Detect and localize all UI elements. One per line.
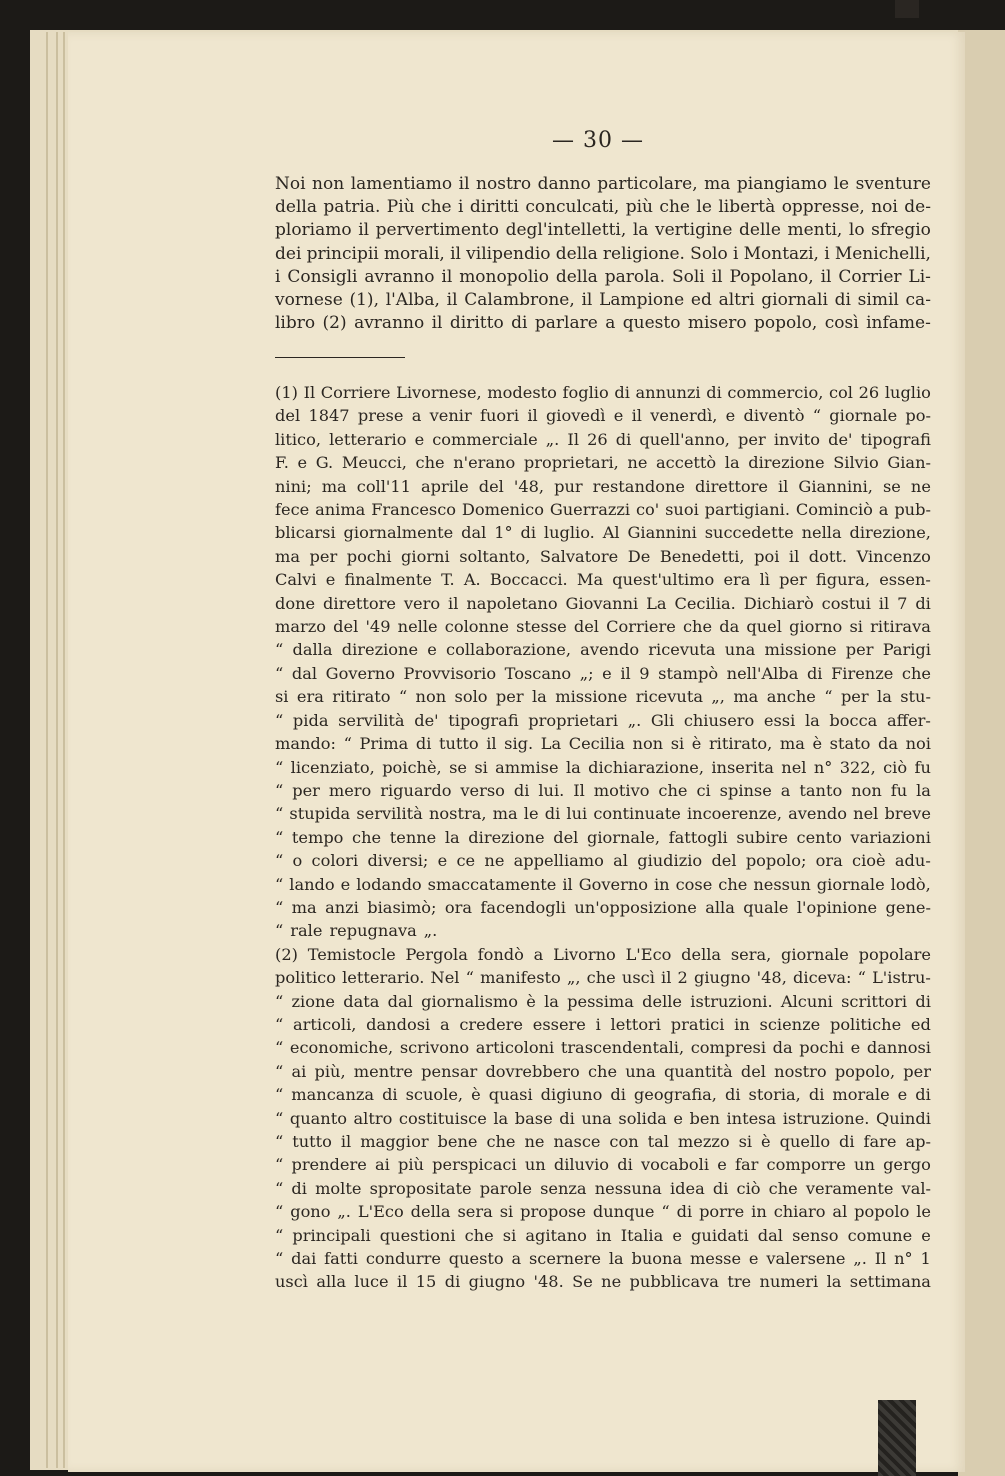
text-line: Calvi e finalmente T. A. Boccacci. Ma quest'ultimo era lì per figura, essen- [275,570,931,590]
text-line: “ principali questioni che si agitano in Italia e guidati dal senso comune e [275,1225,931,1245]
text-line: (2) Temistocle Pergola fondò a Livorno L'Eco della sera, giornale popolare [275,944,931,964]
text-line: “ rale repugnava „. [275,921,438,941]
text-line: “ economiche, scrivono articoloni trascendentali, compresi da pochi e dannosi [275,1038,931,1058]
text-line: “ gono „. L'Eco della sera si propose dunque “ di porre in chiaro al popolo le [275,1202,931,1222]
text-line: “ o colori diversi; e ce ne appelliamo al giudizio del popolo; ora cioè adu- [275,851,931,871]
text-line: “ mancanza di scuole, è quasi digiuno di geografia, di storia, di morale e di [275,1085,931,1105]
text-line: libro (2) avranno il diritto di parlare a questo misero popolo, così infame- [275,313,931,334]
text-line: “ dai fatti condurre questo a scernere la buona messe e valersene „. Il n° 1 [275,1249,931,1269]
text-line: politico letterario. Nel “ manifesto „, che uscì il 2 giugno '48, diceva: “ L'istru- [275,968,931,988]
text-line: ma per pochi giorni soltanto, Salvatore De Benedetti, poi il dott. Vincenzo [275,546,931,566]
page-edge [56,32,58,1468]
text-line: “ pida servilità de' tipografi proprietari „. Gli chiusero essi la bocca affer- [275,710,931,730]
bookmark-ribbon [878,1400,916,1476]
text-line: “ zione data dal giornalismo è la pessima delle istruzioni. Alcuni scrittori di [275,991,931,1011]
text-line: blicarsi giornalmente dal 1° di luglio. Al Giannini succedette nella direzione, [275,523,931,543]
text-line: litico, letterario e commerciale „. Il 26 di quell'anno, per invito de' tipografi [275,429,931,449]
text-line: si era ritirato “ non solo per la missione ricevuta „, ma anche “ per la stu- [275,687,931,707]
text-line: marzo del '49 nelle colonne stesse del Corriere che da quel giorno si ritirava [275,617,931,637]
text-line: “ di molte spropositate parole senza nessuna idea di ciò che veramente val- [275,1178,931,1198]
text-line: Noi non lamentiamo il nostro danno particolare, ma piangiamo le sventure [275,174,931,194]
text-line: F. e G. Meucci, che n'erano proprietari, ne accettò la direzione Silvio Gian- [275,453,931,473]
footnotes [275,381,931,1294]
page-edge [46,32,48,1468]
text-line: “ stupida servilità nostra, ma le di lui continuate incoerenze, avendo nel breve [275,804,931,824]
text-line: fece anima Francesco Domenico Guerrazzi co' suoi partigiani. Cominciò a pub- [275,500,931,520]
footnote-rule [275,357,405,358]
text-line: done direttore vero il napoletano Giovanni La Cecilia. Dichiarò costui il 7 di [275,593,931,613]
text-line: “ tempo che tenne la direzione del giornale, fattogli subire cento variazioni [275,827,931,847]
page-number: — 30 — [552,128,644,153]
text-line: “ articoli, dandosi a credere essere i lettori pratici in scienze politiche ed [275,1014,931,1034]
page-edge [63,32,65,1468]
book-edge [958,30,1005,1476]
text-line: dei principii morali, il vilipendio della religione. Solo i Montazi, i Menichelli, [275,243,931,264]
text-line: “ per mero riguardo verso di lui. Il motivo che ci spinse a tanto non fu la [275,780,931,800]
text-line: “ prendere ai più perspicaci un diluvio di vocaboli e far comporre un gergo [275,1155,931,1175]
text-line: “ quanto altro costituisce la base di una solida e ben intesa istruzione. Quindi [275,1108,931,1128]
text-line: i Consigli avranno il monopolio della parola. Soli il Popolano, il Corrier Li- [275,266,931,287]
body-paragraph [275,173,931,335]
text-line: (1) Il Corriere Livornese, modesto foglio di annunzi di commercio, col 26 luglio [275,383,931,402]
footnote-2 [275,943,931,1294]
text-line: “ tutto il maggior bene che ne nasce con tal mezzo si è quello di fare ap- [275,1132,931,1151]
text-line: “ lando e lodando smaccatamente il Governo in cose che nessun giornale lodò, [275,874,931,894]
text-line: “ dal Governo Provvisorio Toscano „; e il 9 stampò nell'Alba di Firenze che [275,663,931,683]
text-line: del 1847 prese a venir fuori il giovedì e il venerdì, e diventò “ giornale po- [275,406,931,426]
text-line: mando: “ Prima di tutto il sig. La Cecilia non si è ritirato, ma è stato da noi [275,734,931,754]
text-line: nini; ma coll'11 aprile del '48, pur restandone direttore il Giannini, se ne [275,476,931,496]
text-line: uscì alla luce il 15 di giugno '48. Se ne pubblicava tre numeri la settimana [275,1272,931,1292]
text-line: “ licenziato, poichè, se si ammise la dichiarazione, inserita nel n° 322, ciò fu [275,757,931,777]
text-line: “ ma anzi biasimò; ora facendogli un'opposizione alla quale l'opinione gene- [275,897,931,917]
text-line: vornese (1), l'Alba, il Calambrone, il Lampione ed altri giornali di simil ca- [275,290,931,311]
text-line: “ ai più, mentre pensar dovrebbero che una quantità del nostro popolo, per [275,1061,931,1081]
footnote-1 [275,381,931,943]
text-line: ploriamo il pervertimento degl'intelletti, la vertigine delle menti, lo sfregio [275,220,931,241]
text-line: “ dalla direzione e collaborazione, avendo ricevuta una missione per Parigi [275,640,931,660]
binding-tab [895,0,919,18]
text-line: della patria. Più che i diritti conculcati, più che le libertà oppresse, noi de- [275,197,931,218]
